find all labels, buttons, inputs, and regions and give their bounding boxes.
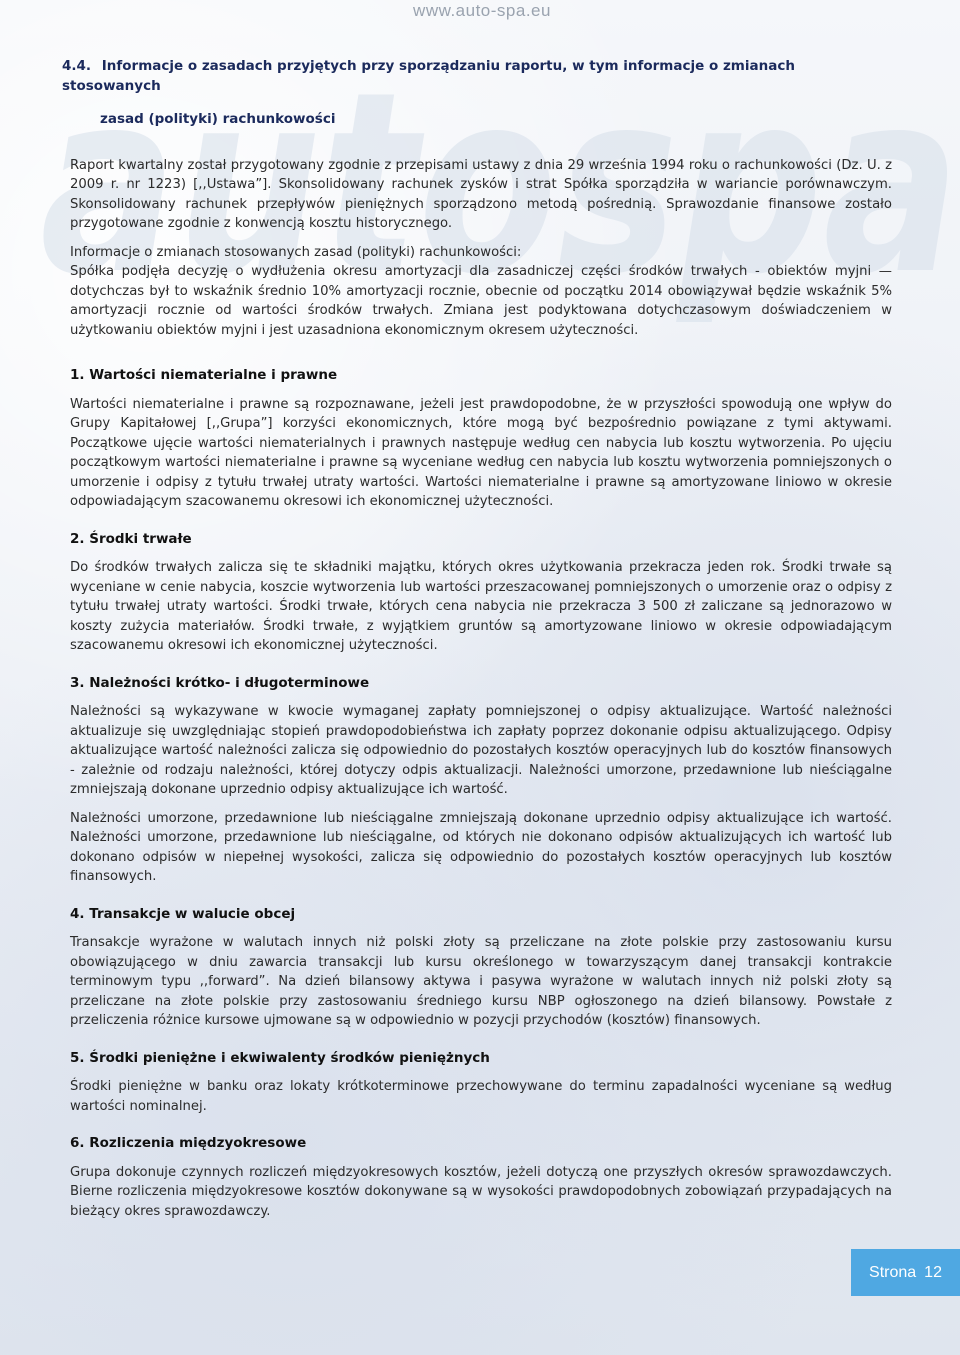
section-title-line1: Informacje o zasadach przyjętych przy sporządzaniu raportu, w tym informacje o zmianach stosowanych <box>62 58 795 94</box>
subsection-paragraph: Transakcje wyrażone w walutach innych niż polski złoty są przeliczane na złote polskie przy zastosowaniu kursu obowiązującego w dniu zawarcia transakcji lub kursu określonego w towarzyszącym danej transakcji kontrakcie terminowym typu ,,forward”. Na dzień bilansowy aktywa i pasywa wyrażone w walutach innych niż polski złoty są przeliczane na złote polskie przy zastosowaniu średniego kursu NBP ogłoszonego na dzień bilansowy. Powstałe z przeliczenia różnice kursowe ujmowane są w odpowiednio w pozycji przychodów (kosztów) finansowych. <box>70 935 892 1028</box>
subsection-paragraph: Środki pieniężne w banku oraz lokaty krótkoterminowe przechowywane do terminu zapadalności wyceniane są według wartości nominalnej. <box>70 1079 892 1114</box>
subsection-title: 4. Transakcje w walucie obcej <box>70 905 296 922</box>
subsection-paragraph: Należności umorzone, przedawnione lub nieściągalne zmniejszają dokonane uprzednio odpisy aktualizujące ich wartość. Należności umorzone, przedawnione lub nieściągalne, od których nie dokonano odpisów aktualizujących ich wartość lub dokonano odpisów w niepełnej wysokości, zalicza się odpowiednio do pozostałych kosztów operacyjnych lub kosztów finansowych. <box>70 810 892 884</box>
watermark-text: autospa <box>40 38 960 329</box>
document-body <box>62 57 892 1221</box>
section-heading <box>62 57 892 96</box>
subsection-title: 2. Środki trwałe <box>70 530 192 547</box>
intro-paragraph-3: Spółka podjęła decyzję o wydłużenia okresu amortyzacji dla zasadniczej części środków trwałych - obiektów myjni — dotychczas był to wskaźnik średnio 10% amortyzacji rocznie, obecnie od początku 2014 obowiązywał będzie wskaźnik 5% amortyzacji rocznie od wartości środków trwałych. Zmiana jest podyktowana dotychczasowym doświadczeniem w użytkowaniu obiektów myjni i jest uzasadniona ekonomicznym okresem użyteczności. <box>70 264 892 338</box>
intro-paragraph-1: Raport kwartalny został przygotowany zgodnie z przepisami ustawy z dnia 29 września 1994 roku o rachunkowości (Dz. U. z 2009 r. nr 1223) [,,Ustawa”]. Skonsolidowany rachunek zysków i strat Spółka sporządziła w wariancie porównawczym. Skonsolidowany rachunek przepływów pieniężnych sporządzono metodą pośrednią. Sprawozdanie finansowe zostało przygotowane zgodnie z konwencją kosztu historycznego. <box>70 157 892 231</box>
subsection-title: 1. Wartości niematerialne i prawne <box>70 367 338 383</box>
subsection-paragraph: Do środków trwałych zalicza się te składniki majątku, których okres użytkowania przekracza jeden rok. Środki trwałe są wyceniane w cenie nabycia, koszcie wytworzenia lub wartości przeszacowanej pomniejszonych o umorzenie oraz o odpisy z tytułu trwałej utraty wartości. Środki trwałe, których cena nabycia nie przekracza 3 500 zł zaliczane są jednorazowo w koszty zużycia materiałów. Środki trwałe, z wyjątkiem gruntów są amortyzowane liniowo w okresie odpowiadającym szacowanemu okresowi ich ekonomicznej użyteczności. <box>70 560 892 653</box>
section-title-line2: zasad (polityki) rachunkowości <box>100 111 336 127</box>
subsection-title: 6. Rozliczenia międzyokresowe <box>70 1135 307 1151</box>
subsection-title: 3. Należności krótko- i długoterminowe <box>70 674 370 691</box>
site-url[interactable]: www.auto-spa.eu <box>413 1 551 20</box>
subsection-title: 5. Środki pieniężne i ekwiwalenty środków pieniężnych <box>70 1049 490 1066</box>
section-number: 4.4. <box>62 58 92 74</box>
intro-paragraph-2: Informacje o zmianach stosowanych zasad (polityki) rachunkowości: <box>70 244 522 260</box>
page-label: Strona <box>869 1264 917 1281</box>
subsection-paragraph: Wartości niematerialne i prawne są rozpoznawane, jeżeli jest prawdopodobne, że w przyszłości spowodują one wpływ do Grupy Kapitałowej [,,Grupa”] korzyści ekonomicznych, które mogą być bezpośrednio powiązane z tymi aktywami. Początkowe ujęcie wartości niematerialnych i prawnych następuje według cen nabycia lub kosztu wytworzenia. Po ujęciu początkowym wartości niematerialne i prawne są wyceniane według cen nabycia lub kosztu wytworzenia pomniejszonych o umorzenie i odpisy z tytułu trwałej utraty wartości. Wartości niematerialne i prawne są amortyzowane liniowo w okresie odpowiadającym szacowanemu okresowi ich ekonomicznej użyteczności. <box>70 396 892 509</box>
page-number-badge <box>851 1249 960 1296</box>
subsection-paragraph: Grupa dokonuje czynnych rozliczeń międzyokresowych kosztów, jeżeli dotyczą one przyszłych okresów sprawozdawczych. Bierne rozliczenia międzyokresowe kosztów dokonywane są w wysokości prawdopodobnych zobowiązań przypadających na bieżący okres sprawozdawczy. <box>70 1164 892 1219</box>
subsection-paragraph: Należności są wykazywane w kwocie wymaganej zapłaty pomniejszonej o odpisy aktualizujące. Wartość należności aktualizuje się uwzględniając stopień prawdopodobieństwa ich zapłaty poprzez dokonanie odpisu aktualizującego. Odpisy aktualizujące wartość należności zalicza się odpowiednio do pozostałych kosztów operacyjnych lub do kosztów finansowych - zależnie od rodzaju należności, której dotyczy odpis aktualizacji. Należności umorzone, przedawnione lub nieściągalne zmniejszają dokonane uprzednio odpisy aktualizujące ich wartość. <box>70 704 892 797</box>
page-number: 12 <box>924 1264 942 1281</box>
